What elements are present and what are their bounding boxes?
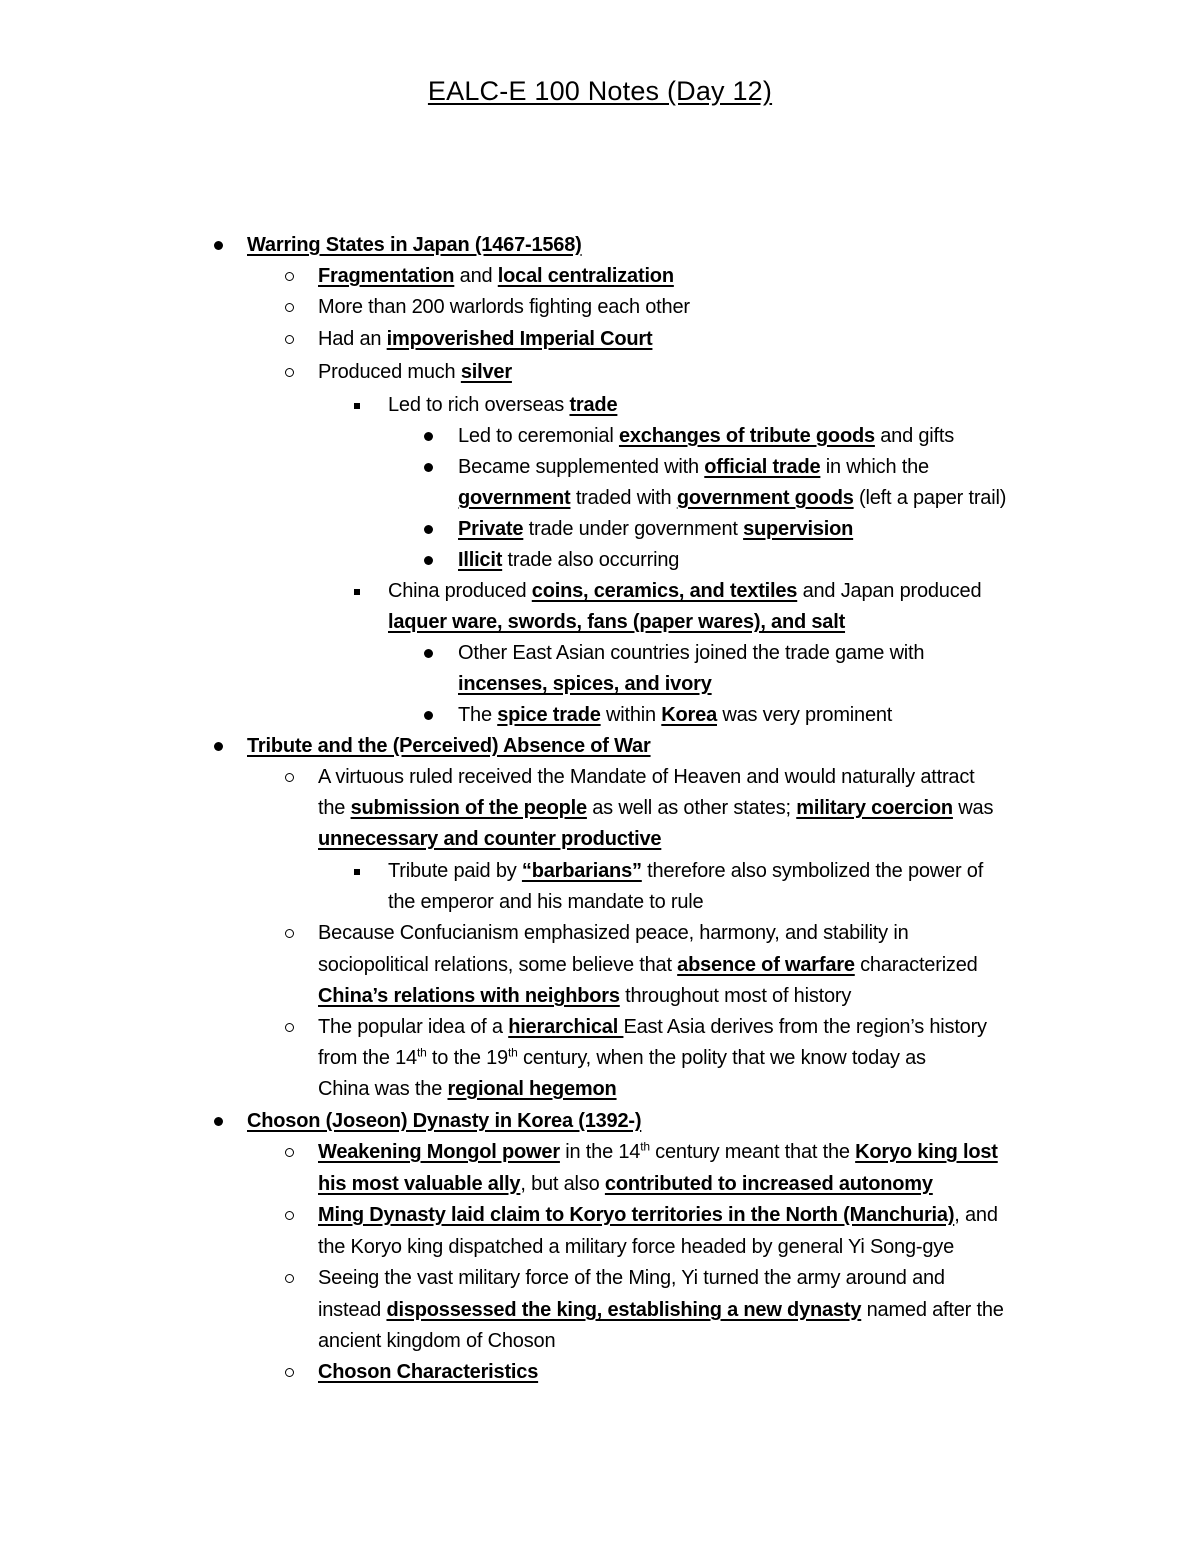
bullet-circle-icon	[283, 918, 295, 949]
text-run: was	[952, 797, 994, 819]
line-text	[318, 1326, 555, 1357]
line-text	[318, 261, 674, 292]
text-run: the emperor and his mandate to rule	[388, 891, 704, 913]
line-text	[388, 576, 981, 607]
text-run: traded with	[570, 487, 677, 509]
text-run: in the 14	[559, 1141, 641, 1163]
emphasis-text: Weakening Mongol power	[318, 1141, 560, 1163]
text-run: throughout most of history	[619, 985, 852, 1007]
emphasis-text: his most valuable ally	[318, 1173, 521, 1195]
emphasis-text: laquer ware, swords, fans (paper wares), and salt	[388, 611, 846, 633]
line-text	[388, 856, 983, 887]
text-run: ancient kingdom of Choson	[318, 1330, 556, 1352]
text-run: century, when the polity that we know today as	[517, 1047, 926, 1069]
line-text	[318, 1295, 1004, 1326]
emphasis-text: submission of the people	[350, 797, 587, 819]
line-text	[318, 824, 661, 855]
text-run: Led to rich overseas	[388, 394, 570, 416]
bullet-circle-icon	[283, 762, 295, 793]
bullet-square-icon	[351, 576, 363, 607]
emphasis-text: regional hegemon	[447, 1078, 617, 1100]
line-text	[318, 1169, 933, 1200]
bullet-square-icon	[351, 856, 363, 887]
emphasis-text: “barbarians”	[521, 860, 642, 882]
emphasis-text: official trade	[704, 456, 821, 478]
text-run: China was the	[318, 1078, 448, 1100]
line-text	[318, 1232, 954, 1263]
text-run: trade under government	[523, 518, 744, 540]
bullet-disc-icon	[422, 514, 434, 545]
bullet-circle-icon	[283, 357, 295, 388]
bullet-disc-icon	[212, 230, 224, 261]
emphasis-text: dispossessed the king, establishing a new dynasty	[386, 1299, 862, 1321]
bullet-disc-icon	[422, 700, 434, 731]
bullet-circle-icon	[283, 292, 295, 323]
text-run: as well as other states;	[586, 797, 797, 819]
line-text	[247, 731, 651, 762]
bullet-circle-icon	[283, 324, 295, 355]
text-run: was very prominent	[717, 704, 893, 726]
line-text	[388, 607, 845, 638]
line-text	[458, 638, 924, 669]
emphasis-text: trade	[569, 394, 618, 416]
bullet-disc-icon	[422, 452, 434, 483]
line-text	[458, 669, 712, 700]
text-run: Because Confucianism emphasized peace, harmony, and stability in	[318, 922, 909, 944]
emphasis-text: supervision	[743, 518, 854, 540]
text-run: from the 14	[318, 1047, 417, 1069]
bullet-circle-icon	[283, 1263, 295, 1294]
line-text	[458, 452, 929, 483]
text-run: Warring States in Japan (1467-1568)	[247, 234, 582, 256]
text-run: Other East Asian countries joined the trade game with	[458, 642, 925, 664]
text-run: , and	[954, 1204, 998, 1226]
bullet-disc-icon	[212, 1106, 224, 1137]
bullet-disc-icon	[422, 545, 434, 576]
superscript-text: th	[416, 1045, 427, 1060]
emphasis-text: contributed to increased autonomy	[604, 1173, 933, 1195]
emphasis-text: Fragmentation	[318, 265, 455, 287]
text-run: sociopolitical relations, some believe that	[318, 954, 678, 976]
line-text	[318, 1263, 945, 1294]
text-run: China produced	[388, 580, 532, 602]
line-text	[318, 1137, 998, 1168]
emphasis-text: impoverished Imperial Court	[386, 328, 653, 350]
text-run: the	[318, 797, 351, 819]
line-text	[458, 483, 1006, 514]
text-run: Led to ceremonial	[458, 425, 619, 447]
line-text	[318, 981, 851, 1012]
line-text	[458, 700, 892, 731]
emphasis-text: Illicit	[458, 549, 503, 571]
text-run: instead	[318, 1299, 387, 1321]
text-run: More than 200 warlords fighting each other	[318, 296, 690, 318]
line-text	[247, 1106, 641, 1137]
bullet-circle-icon	[283, 1357, 295, 1388]
text-run: Seeing the vast military force of the Ming, Yi turned the army around and	[318, 1267, 945, 1289]
line-text	[318, 1012, 987, 1043]
emphasis-text: Choson Characteristics	[318, 1361, 539, 1383]
text-run: The popular idea of a	[318, 1016, 509, 1038]
page-title: EALC-E 100 Notes (Day 12)	[427, 76, 773, 106]
line-text	[318, 950, 978, 981]
bullet-circle-icon	[283, 1137, 295, 1168]
bullet-square-icon	[351, 390, 363, 421]
line-text	[318, 1043, 926, 1074]
superscript-text: th	[640, 1139, 650, 1154]
text-run: Had an	[318, 328, 387, 350]
bullet-circle-icon	[283, 1200, 295, 1231]
emphasis-text: Koryo king lost	[855, 1141, 998, 1163]
emphasis-text: unnecessary and counter productive	[318, 828, 662, 850]
text-run: the Koryo king dispatched a military force headed by general Yi Song-gye	[318, 1236, 954, 1258]
emphasis-text: silver	[460, 361, 512, 383]
line-text	[318, 1200, 998, 1231]
line-text	[247, 230, 582, 261]
emphasis-text: Ming Dynasty laid claim to Koryo territories in the North (Manchuria)	[318, 1204, 955, 1226]
emphasis-text: government goods	[676, 487, 854, 509]
text-run: characterized	[854, 954, 978, 976]
emphasis-text: spice trade	[497, 704, 601, 726]
line-text	[318, 292, 690, 323]
line-text	[318, 918, 909, 949]
text-run: to the 19	[426, 1047, 508, 1069]
line-text	[388, 887, 703, 918]
line-text	[318, 1074, 617, 1105]
text-run: East Asia derives from the region’s history	[623, 1016, 987, 1038]
text-run: The	[458, 704, 498, 726]
text-run: and gifts	[874, 425, 955, 447]
bullet-circle-icon	[283, 1012, 295, 1043]
text-run: , but also	[520, 1173, 605, 1195]
bullet-disc-icon	[212, 731, 224, 762]
text-run: within	[600, 704, 662, 726]
emphasis-text: China’s relations with neighbors	[318, 985, 620, 1007]
line-text	[318, 357, 512, 388]
line-text	[318, 324, 652, 355]
emphasis-text: incenses, spices, and ivory	[458, 673, 712, 695]
text-run: and	[454, 265, 498, 287]
emphasis-text: government	[458, 487, 571, 509]
emphasis-text: Private	[458, 518, 524, 540]
text-run: trade also occurring	[502, 549, 680, 571]
text-run: Tribute paid by	[388, 860, 522, 882]
emphasis-text: exchanges of tribute goods	[618, 425, 875, 447]
emphasis-text: Korea	[661, 704, 717, 726]
emphasis-text: hierarchical	[508, 1016, 624, 1038]
superscript-text: th	[507, 1045, 518, 1060]
emphasis-text: coins, ceramics, and textiles	[531, 580, 798, 602]
line-text	[458, 545, 679, 576]
emphasis-text: absence of warfare	[677, 954, 855, 976]
text-run: therefore also symbolized the power of	[641, 860, 984, 882]
emphasis-text: military coercion	[796, 797, 953, 819]
bullet-disc-icon	[422, 638, 434, 669]
text-run: Tribute and the (Perceived) Absence of War	[247, 735, 651, 757]
line-text	[318, 1357, 538, 1388]
text-run: Produced much	[318, 361, 461, 383]
text-run: named after the	[861, 1299, 1004, 1321]
text-run: and Japan produced	[797, 580, 982, 602]
line-text	[458, 421, 954, 452]
bullet-circle-icon	[283, 261, 295, 292]
text-run: Choson (Joseon) Dynasty in Korea (1392-)	[247, 1110, 642, 1132]
text-run: in which the	[820, 456, 929, 478]
emphasis-text: local centralization	[497, 265, 674, 287]
text-run: (left a paper trail)	[853, 487, 1007, 509]
line-text	[318, 793, 993, 824]
line-text	[458, 514, 853, 545]
text-run: century meant that the	[649, 1141, 856, 1163]
bullet-disc-icon	[422, 421, 434, 452]
text-run: A virtuous ruled received the Mandate of Heaven and would naturally attract	[318, 766, 975, 788]
line-text	[318, 762, 975, 793]
text-run: Became supplemented with	[458, 456, 705, 478]
line-text	[388, 390, 617, 421]
